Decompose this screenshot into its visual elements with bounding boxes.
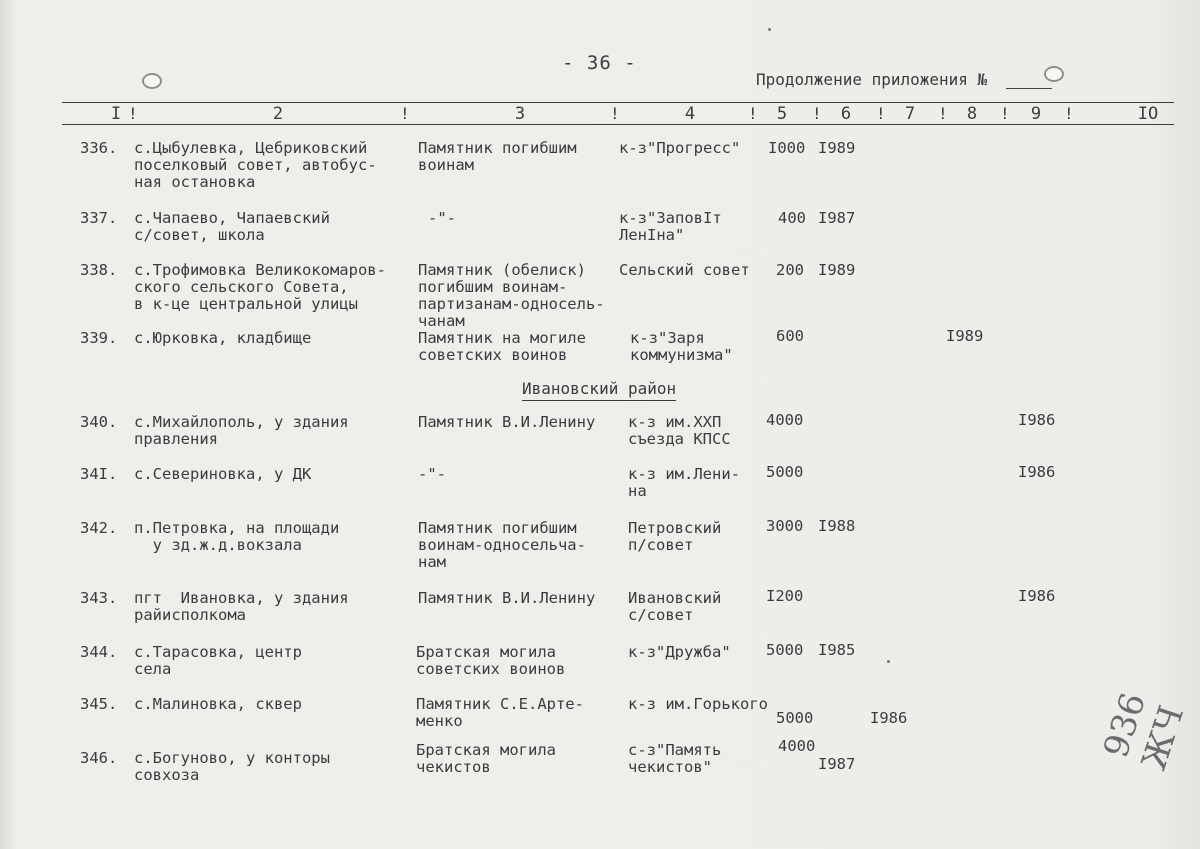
table-top-rule bbox=[62, 102, 1174, 103]
row-owner: к-з"ЗаповIт ЛенIна" bbox=[619, 209, 722, 244]
column-separator: ! bbox=[812, 104, 822, 123]
row-object: Памятник (обелиск) погибшим воинам- партизанам-односель- чанам bbox=[418, 261, 605, 330]
column-separator: ! bbox=[400, 104, 410, 123]
row-object: Памятник погибшим воинам bbox=[418, 139, 577, 174]
row-owner: к-з им.Горького bbox=[628, 695, 768, 713]
appendix-number-blank bbox=[1006, 88, 1052, 89]
row-col6: I987 bbox=[818, 209, 856, 227]
table-header-rule bbox=[62, 124, 1174, 125]
row-location: с.Севериновка, у ДК bbox=[134, 465, 312, 483]
row-object: Памятник С.Е.Арте- менко bbox=[416, 695, 584, 730]
row-location: с.Цыбулевка, Цебриковский поселковый совет, автобус- ная остановка bbox=[134, 139, 377, 191]
column-number-8: 8 bbox=[966, 104, 978, 124]
row-location: с.Малиновка, сквер bbox=[134, 695, 302, 713]
row-col5: 5000 bbox=[766, 463, 804, 481]
row-col6: I989 bbox=[818, 261, 856, 279]
row-location: с.Тарасовка, центр села bbox=[134, 643, 302, 678]
row-col5: 600 bbox=[776, 327, 804, 345]
row-number: 339. bbox=[80, 329, 118, 347]
row-col5: 4000 bbox=[766, 411, 804, 429]
row-owner: к-з"Дружба" bbox=[628, 643, 731, 661]
column-separator: ! bbox=[938, 104, 948, 123]
district-heading: Ивановский район bbox=[522, 379, 676, 401]
column-separator: ! bbox=[1000, 104, 1010, 123]
row-owner: к-з"Заря коммунизма" bbox=[630, 329, 733, 364]
row-col6: I988 bbox=[818, 517, 856, 535]
row-object: -"- bbox=[428, 209, 456, 227]
column-number-2: 2 bbox=[272, 104, 284, 124]
row-object: Памятник на могиле советских воинов bbox=[418, 329, 586, 364]
row-location: пгт Ивановка, у здания райисполкома bbox=[134, 589, 349, 624]
column-number-3: 3 bbox=[514, 104, 526, 124]
row-owner: к-з"Прогресс" bbox=[619, 139, 741, 157]
appendix-caption: Продолжение приложения № bbox=[756, 70, 988, 89]
punch-hole-right bbox=[1044, 66, 1064, 82]
row-number: 336. bbox=[80, 139, 118, 157]
row-owner: Ивановский с/совет bbox=[628, 589, 722, 624]
column-separator: ! bbox=[1064, 104, 1074, 123]
row-location: с.Трофимовка Великокомаров- ского сельского Совета, в к-це центральной улицы bbox=[134, 261, 386, 313]
row-object: Памятник В.И.Ленину bbox=[418, 413, 596, 431]
row-number: 346. bbox=[80, 749, 118, 767]
row-object: Памятник погибшим воинам-односельча- нам bbox=[418, 519, 586, 571]
row-col8: I989 bbox=[946, 327, 984, 345]
row-col5: 5000 bbox=[776, 709, 814, 727]
row-col6: I989 bbox=[818, 139, 856, 157]
row-owner: к-з им.Лени- на bbox=[628, 465, 740, 500]
row-col9: I986 bbox=[1018, 587, 1056, 605]
paper-speck bbox=[768, 28, 771, 31]
row-col6: I985 bbox=[818, 641, 856, 659]
column-separator: ! bbox=[128, 104, 138, 123]
row-object: Братская могила советских воинов bbox=[416, 643, 566, 678]
row-col5: 5000 bbox=[766, 641, 804, 659]
row-number: 337. bbox=[80, 209, 118, 227]
paper-speck bbox=[887, 660, 890, 663]
row-number: 338. bbox=[80, 261, 118, 279]
row-owner: Петровский п/совет bbox=[628, 519, 722, 554]
row-col5: 3000 bbox=[766, 517, 804, 535]
row-owner: с-з"Память чекистов" bbox=[628, 741, 722, 776]
column-number-9: 9 bbox=[1030, 104, 1042, 124]
column-number-10: IO bbox=[1137, 104, 1159, 124]
row-object: Братская могила чекистов bbox=[416, 741, 556, 776]
row-number: 34I. bbox=[80, 465, 118, 483]
row-number: 342. bbox=[80, 519, 118, 537]
row-object: -"- bbox=[418, 465, 446, 483]
row-col6: I987 bbox=[818, 755, 856, 773]
row-owner: Сельский совет bbox=[619, 261, 750, 279]
row-owner: к-з им.XXП съезда КПСС bbox=[628, 413, 731, 448]
row-number: 344. bbox=[80, 643, 118, 661]
row-col5: 400 bbox=[778, 209, 806, 227]
row-col9: I986 bbox=[1018, 411, 1056, 429]
row-location: с.Михайлополь, у здания правления bbox=[134, 413, 349, 448]
column-separator: ! bbox=[748, 104, 758, 123]
column-separator: ! bbox=[876, 104, 886, 123]
row-location: п.Петровка, на площади у зд.ж.д.вокзала bbox=[134, 519, 340, 554]
row-col5: I000 bbox=[768, 139, 806, 157]
row-number: 345. bbox=[80, 695, 118, 713]
row-col9: I986 bbox=[1018, 463, 1056, 481]
column-number-5: 5 bbox=[776, 104, 788, 124]
page-number: - 36 - bbox=[562, 52, 637, 74]
row-col5: 200 bbox=[776, 261, 804, 279]
column-number-4: 4 bbox=[684, 104, 696, 124]
row-number: 340. bbox=[80, 413, 118, 431]
column-separator: ! bbox=[610, 104, 620, 123]
column-number-7: 7 bbox=[904, 104, 916, 124]
handwritten-margin-note: 936 ЖЧ bbox=[1096, 688, 1193, 775]
row-col5: 4000 bbox=[778, 737, 816, 755]
row-location: с.Юрковка, кладбище bbox=[134, 329, 312, 347]
row-object: Памятник В.И.Ленину bbox=[418, 589, 596, 607]
row-location: с.Богуново, у конторы совхоза bbox=[134, 749, 330, 784]
punch-hole-left bbox=[142, 73, 162, 89]
column-number-1: I bbox=[110, 104, 122, 124]
row-location: с.Чапаево, Чапаевский с/совет, школа bbox=[134, 209, 330, 244]
row-number: 343. bbox=[80, 589, 118, 607]
row-col5: I200 bbox=[766, 587, 804, 605]
row-col7: I986 bbox=[870, 709, 908, 727]
column-number-6: 6 bbox=[840, 104, 852, 124]
